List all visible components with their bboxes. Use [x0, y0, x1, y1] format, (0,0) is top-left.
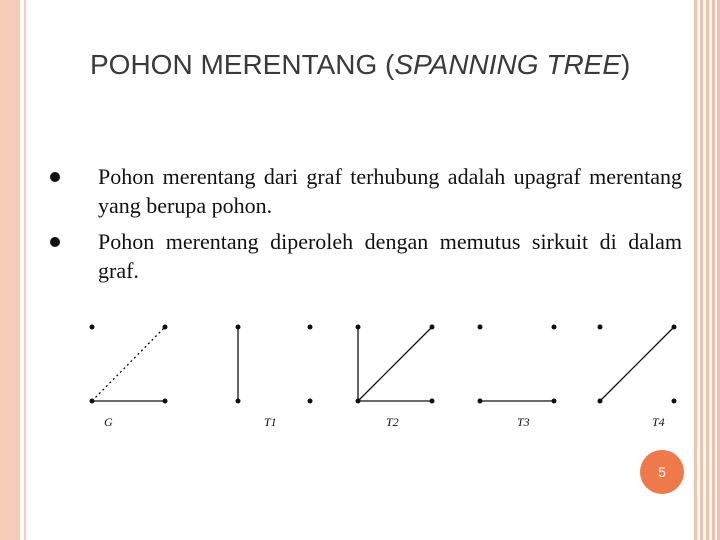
- bullet-list: [50, 162, 682, 292]
- left-decor-stripe: [0, 0, 20, 540]
- bullet-item: Pohon merentang diperoleh dengan memutus sirkuit di dalam graf.: [50, 227, 682, 285]
- slide-title: POHON MERENTANG (SPANNING TREE): [90, 49, 631, 80]
- label-t4: T4: [652, 415, 665, 429]
- bullet-icon: [50, 172, 60, 182]
- right-decor-frame: [694, 0, 720, 540]
- label-t2: T2: [386, 415, 399, 429]
- left-decor-line: [24, 0, 26, 540]
- bullet-item: Pohon merentang dari graf terhubung adalah upagraf merentang yang berupa pohon.: [50, 162, 682, 220]
- label-g: G: [104, 415, 113, 429]
- bullet-icon: [50, 237, 60, 247]
- label-t3: T3: [517, 415, 530, 429]
- page-number-badge: 5: [640, 450, 684, 494]
- spanning-tree-figure: [80, 315, 690, 435]
- label-t1: T1: [264, 415, 277, 429]
